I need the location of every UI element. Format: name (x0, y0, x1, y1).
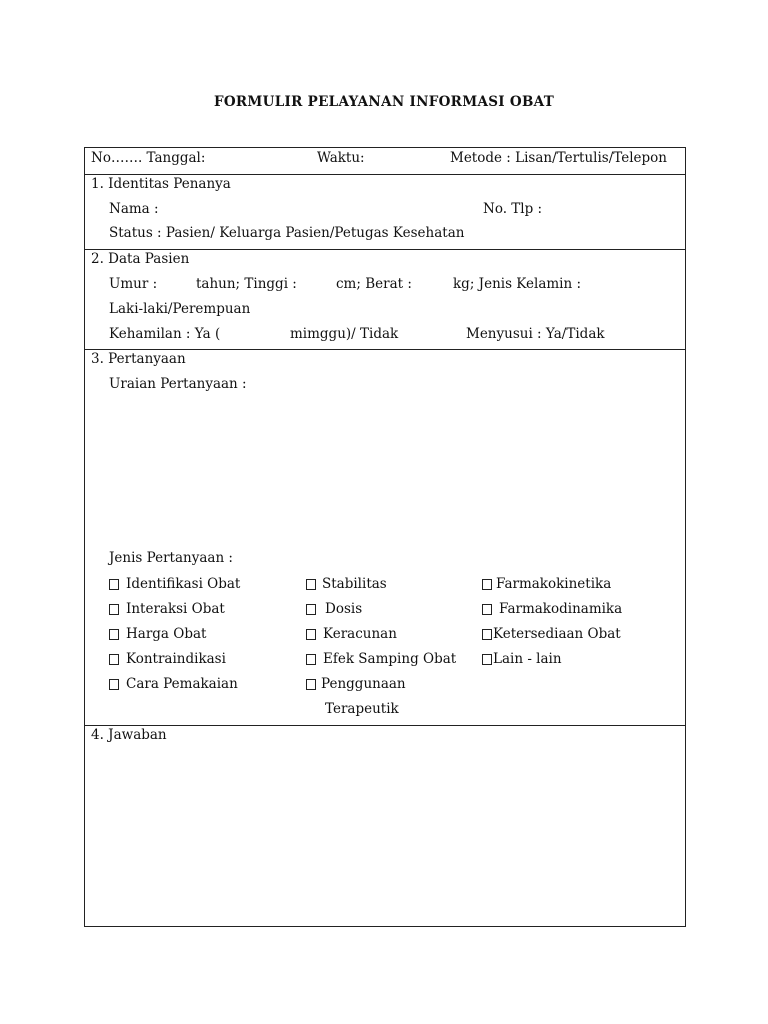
identifikasi-obat-checkbox[interactable] (109, 579, 119, 590)
divider (85, 725, 685, 726)
section3-heading: 3. Pertanyaan (91, 351, 186, 367)
jenis-kelamin-options: Laki-laki/Perempuan (109, 301, 251, 317)
tahun-tinggi-label: tahun; Tinggi : (196, 276, 297, 292)
no-tanggal-label: No……. Tanggal: (91, 150, 206, 166)
kontraindikasi-label: Kontraindikasi (126, 651, 226, 667)
cm-berat-label: cm; Berat : (336, 276, 412, 292)
efek-samping-obat-checkbox[interactable] (306, 654, 316, 665)
jenis-pertanyaan-label: Jenis Pertanyaan : (109, 550, 233, 566)
harga-obat-label: Harga Obat (126, 626, 207, 642)
identifikasi-obat-label: Identifikasi Obat (126, 576, 241, 592)
form-table (84, 147, 686, 927)
dosis-checkbox[interactable] (306, 604, 316, 615)
no-tlp-label: No. Tlp : (483, 201, 543, 217)
penggunaan-terapeutik-checkbox[interactable] (306, 679, 316, 690)
stabilitas-checkbox[interactable] (306, 579, 316, 590)
ketersediaan-obat-label: Ketersediaan Obat (493, 626, 621, 642)
form-title: FORMULIR PELAYANAN INFORMASI OBAT (213, 94, 555, 110)
section1-heading: 1. Identitas Penanya (91, 176, 231, 192)
farmakodinamika-checkbox[interactable] (482, 604, 492, 615)
interaksi-obat-label: Interaksi Obat (126, 601, 225, 617)
divider (85, 349, 685, 350)
cara-pemakaian-checkbox[interactable] (109, 679, 119, 690)
divider (85, 249, 685, 250)
lain-lain-checkbox[interactable] (482, 654, 492, 665)
farmakokinetika-label: Farmakokinetika (496, 576, 612, 592)
waktu-label: Waktu: (317, 150, 365, 166)
farmakokinetika-checkbox[interactable] (482, 579, 492, 590)
keracunan-checkbox[interactable] (306, 629, 316, 640)
status-label: Status : Pasien/ Keluarga Pasien/Petugas Kesehatan (109, 225, 465, 241)
interaksi-obat-checkbox[interactable] (109, 604, 119, 615)
section4-heading: 4. Jawaban (91, 727, 167, 743)
penggunaan-label: Penggunaan (321, 676, 406, 692)
divider (85, 174, 685, 175)
uraian-pertanyaan-label: Uraian Pertanyaan : (109, 376, 247, 392)
lain-lain-label: Lain - lain (493, 651, 562, 667)
dosis-label: Dosis (325, 601, 363, 617)
umur-label: Umur : (109, 276, 158, 292)
keracunan-label: Keracunan (323, 626, 397, 642)
efek-samping-obat-label: Efek Samping Obat (323, 651, 457, 667)
cara-pemakaian-label: Cara Pemakaian (126, 676, 238, 692)
minggu-label: mimggu)/ Tidak (290, 326, 399, 342)
terapeutik-label: Terapeutik (325, 701, 399, 717)
stabilitas-label: Stabilitas (322, 576, 387, 592)
harga-obat-checkbox[interactable] (109, 629, 119, 640)
kehamilan-label: Kehamilan : Ya ( (109, 326, 221, 342)
farmakodinamika-label: Farmakodinamika (499, 601, 623, 617)
section2-heading: 2. Data Pasien (91, 251, 190, 267)
kg-jenis-kelamin-label: kg; Jenis Kelamin : (453, 276, 582, 292)
nama-label: Nama : (109, 201, 159, 217)
menyusui-label: Menyusui : Ya/Tidak (466, 326, 605, 342)
ketersediaan-obat-checkbox[interactable] (482, 629, 492, 640)
metode-label: Metode : Lisan/Tertulis/Telepon (450, 150, 667, 166)
kontraindikasi-checkbox[interactable] (109, 654, 119, 665)
